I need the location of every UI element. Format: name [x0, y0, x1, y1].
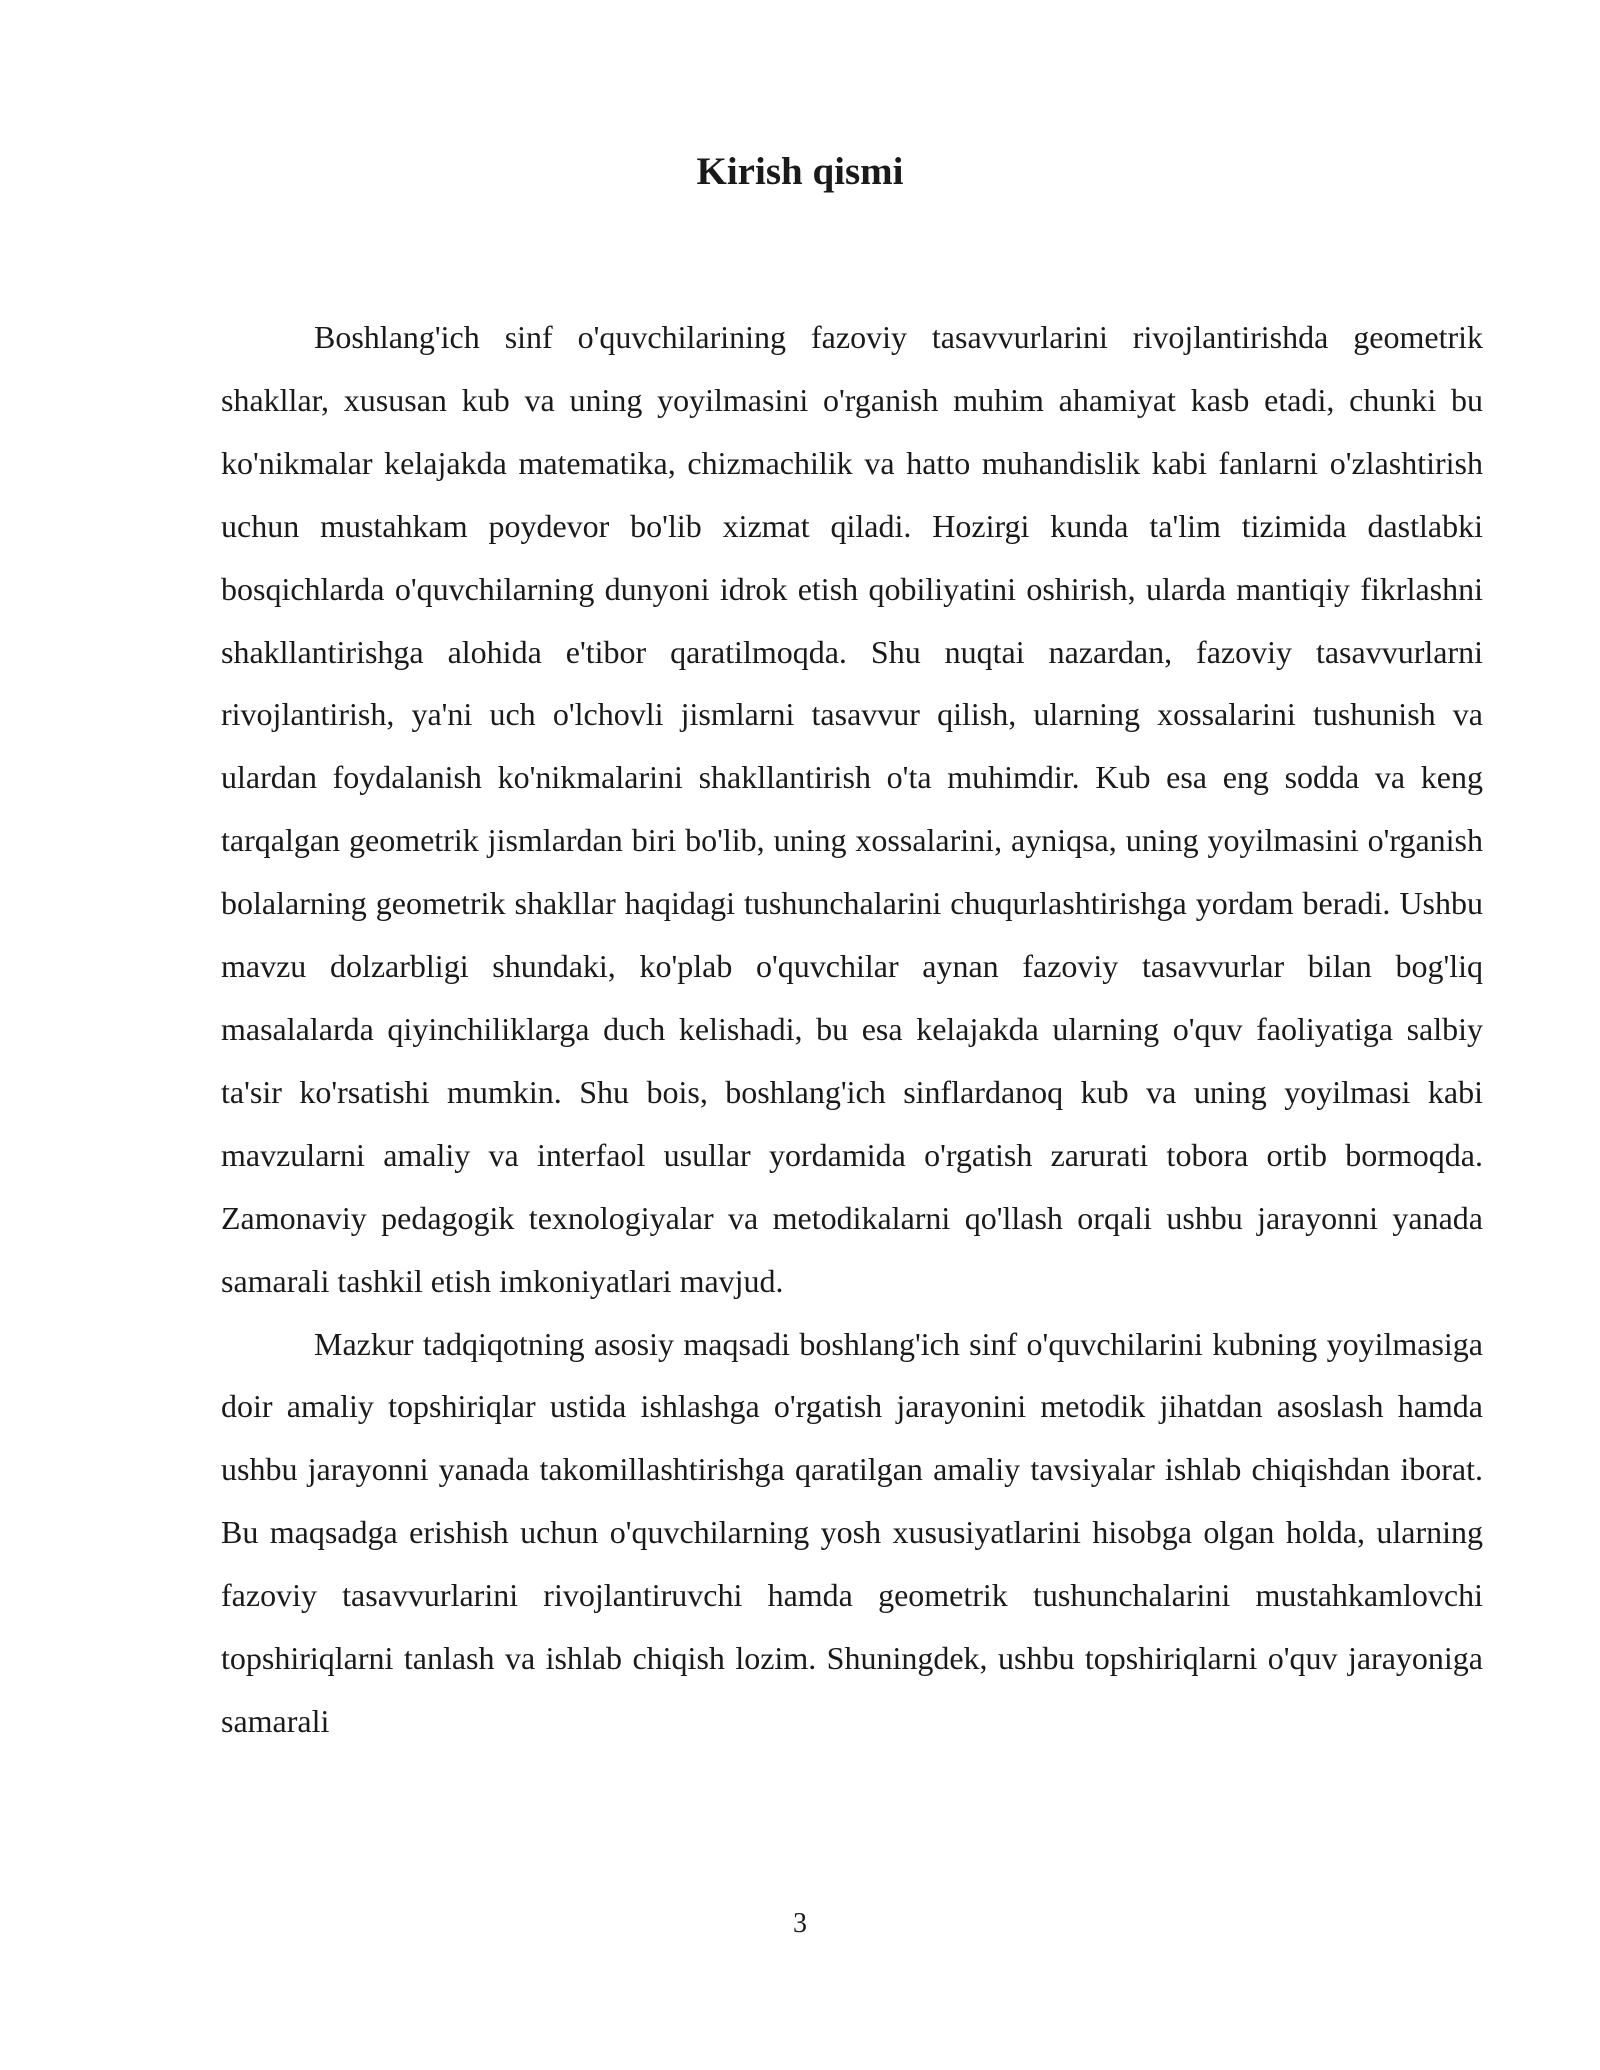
body-text [221, 306, 1483, 1753]
paragraph-2: Mazkur tadqiqotning asosiy maqsadi boshlang'ich sinf o'quvchilarini kubning yoyilmasiga doir amaliy topshiriqlar ustida ishlashga o'rgatish jarayonini metodik jihatdan asoslash hamda ushbu jarayonni yanada takomillashtirishga qaratilgan amaliy tavsiyalar ishlab chiqishdan iborat. Bu maqsadga erishish uchun o'quvchilarning yosh xususiyatlarini hisobga olgan holda, ularning fazoviy tasavvurlarini rivojlantiruvchi hamda geometrik tushunchalarini mustahkamlovchi topshiriqlarni tanlash va ishlab chiqish lozim. Shuningdek, ushbu topshiriqlarni o'quv jarayoniga samarali [221, 1325, 1483, 1739]
page-title: Kirish qismi [696, 150, 904, 193]
page-number: 3 [793, 1908, 807, 1939]
paragraph-1: Boshlang'ich sinf o'quvchilarining fazoviy tasavvurlarini rivojlantirishda geometrik shakllar, xususan kub va uning yoyilmasini o'rganish muhim ahamiyat kasb etadi, chunki bu ko'nikmalar kelajakda matematika, chizmachilik va hatto muhandislik kabi fanlarni o'zlashtirish uchun mustahkam poydevor bo'lib xizmat qiladi. Hozirgi kunda ta'lim tizimida dastlabki bosqichlarda o'quvchilarning dunyoni idrok etish qobiliyatini oshirish, ularda mantiqiy fikrlashni shakllantirishga alohida e'tibor qaratilmoqda. Shu nuqtai nazardan, fazoviy tasavvurlarni rivojlantirish, ya'ni uch o'lchovli jismlarni tasavvur qilish, ularning xossalarini tushunish va ulardan foydalanish ko'nikmalarini shakllantirish o'ta muhimdir. Kub esa eng sodda va keng tarqalgan geometrik jismlardan biri bo'lib, uning xossalarini, ayniqsa, uning yoyilmasini o'rganish bolalarning geometrik shakllar haqidagi tushunchalarini chuqurlashtirishga yordam beradi. Ushbu mavzu dolzarbligi shundaki, ko'plab o'quvchilar aynan fazoviy tasavvurlar bilan bog'liq masalalarda qiyinchiliklarga duch kelishadi, bu esa kelajakda ularning o'quv faoliyatiga salbiy ta'sir ko'rsatishi mumkin. Shu bois, boshlang'ich sinflardanoq kub va uning yoyilmasi kabi mavzularni amaliy va interfaol usullar yordamida o'rgatish zarurati tobora ortib bormoqda. Zamonaviy pedagogik texnologiyalar va metodikalarni qo'llash orqali ushbu jarayonni yanada samarali tashkil etish imkoniyatlari mavjud. [221, 319, 1483, 1299]
